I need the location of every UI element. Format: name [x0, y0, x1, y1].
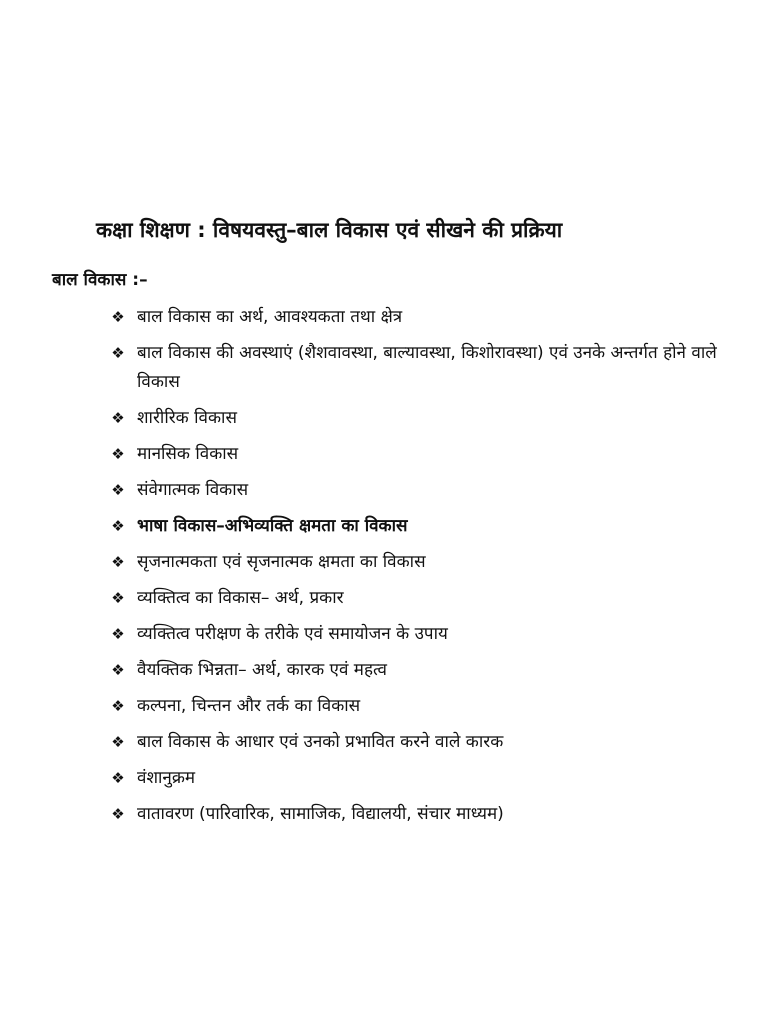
list-item	[108, 303, 748, 332]
diamond-bullet-icon: ❖	[111, 308, 125, 326]
list-item-text: बाल विकास की अवस्थाएं (शैशवावस्था, बाल्यावस्था, किशोरावस्था) एवं उनके अन्तर्गत होने वाले विकास	[137, 343, 717, 392]
list-item-text: बाल विकास का अर्थ, आवश्यकता तथा क्षेत्र	[137, 307, 403, 327]
page-title: कक्षा शिक्षण : विषयवस्तु–बाल विकास एवं सीखने की प्रक्रिया	[96, 218, 563, 242]
list-item	[108, 339, 748, 397]
list-item-text: व्यक्तित्व का विकास– अर्थ, प्रकार	[137, 588, 344, 608]
diamond-bullet-icon: ❖	[111, 409, 125, 427]
diamond-bullet-icon: ❖	[111, 589, 125, 607]
list-item	[108, 440, 748, 469]
list-item-text: बाल विकास के आधार एवं उनको प्रभावित करने वाले कारक	[137, 732, 504, 752]
list-item-text: शारीरिक विकास	[137, 408, 237, 428]
list-item-text: वैयक्तिक भिन्नता– अर्थ, कारक एवं महत्व	[137, 660, 387, 680]
list-item	[108, 692, 748, 721]
list-item	[108, 620, 748, 649]
list-item-text: व्यक्तित्व परीक्षण के तरीके एवं समायोजन के उपाय	[137, 624, 448, 644]
diamond-bullet-icon: ❖	[111, 733, 125, 751]
list-item	[108, 512, 748, 541]
list-item-text: कल्पना, चिन्तन और तर्क का विकास	[137, 696, 361, 716]
list-item-text: वातावरण (पारिवारिक, सामाजिक, विद्यालयी, संचार माध्यम)	[137, 804, 504, 824]
list-item	[108, 800, 748, 829]
topic-list	[108, 303, 748, 836]
list-item	[108, 584, 748, 613]
list-item-text: सृजनात्मकता एवं सृजनात्मक क्षमता का विकास	[137, 552, 426, 572]
diamond-bullet-icon: ❖	[111, 697, 125, 715]
section-heading: बाल विकास :–	[52, 270, 148, 290]
list-item-text: मानसिक विकास	[137, 444, 239, 464]
list-item	[108, 764, 748, 793]
diamond-bullet-icon: ❖	[111, 445, 125, 463]
diamond-bullet-icon: ❖	[111, 553, 125, 571]
list-item-text: वंशानुक्रम	[137, 768, 196, 788]
list-item	[108, 548, 748, 577]
list-item	[108, 656, 748, 685]
diamond-bullet-icon: ❖	[111, 625, 125, 643]
diamond-bullet-icon: ❖	[111, 769, 125, 787]
list-item-text: संवेगात्मक विकास	[137, 480, 249, 500]
list-item	[108, 404, 748, 433]
list-item	[108, 476, 748, 505]
diamond-bullet-icon: ❖	[111, 517, 125, 535]
diamond-bullet-icon: ❖	[111, 481, 125, 499]
diamond-bullet-icon: ❖	[111, 344, 125, 362]
diamond-bullet-icon: ❖	[111, 805, 125, 823]
list-item-text: भाषा विकास–अभिव्यक्ति क्षमता का विकास	[137, 516, 408, 536]
list-item	[108, 728, 748, 757]
diamond-bullet-icon: ❖	[111, 661, 125, 679]
